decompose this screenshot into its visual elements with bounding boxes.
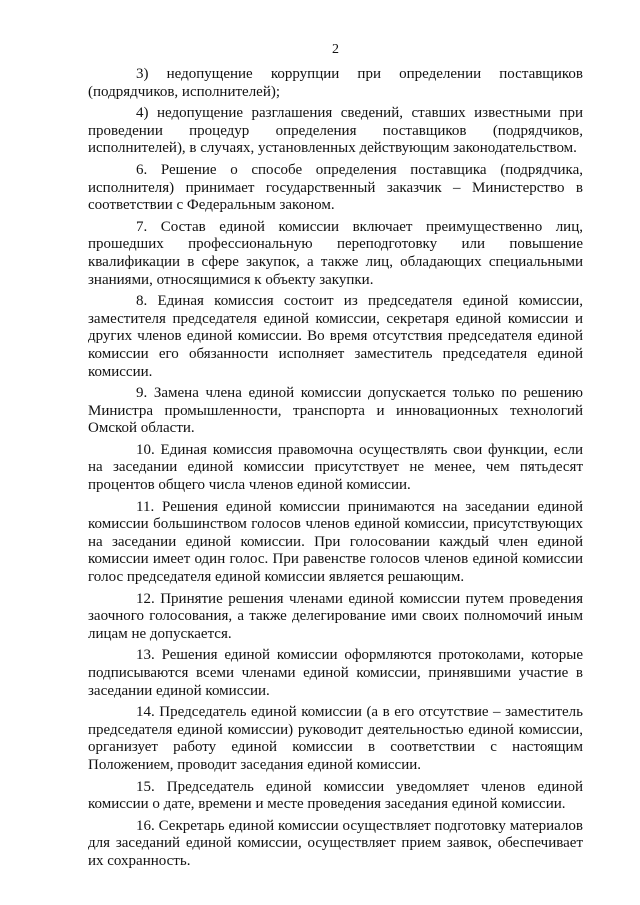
paragraph-clause-14: 14. Председатель единой комиссии (а в его отсутствие – заместитель председателя единой комиссии) руководит деятельностью единой комиссии, организует работу единой комиссии в соответствии с настоящим Положением, проводит заседания единой комиссии. [88, 704, 583, 773]
paragraph-item-3: 3) недопущение коррупции при определении поставщиков (подрядчиков, исполнителей); [88, 66, 583, 100]
paragraph-clause-6: 6. Решение о способе определения поставщика (подрядчика, исполнителя) принимает государственный заказчик – Министерство в соответствии с Федеральным законом. [88, 161, 583, 214]
paragraph-clause-16: 16. Секретарь единой комиссии осуществляет подготовку материалов для заседаний единой комиссии, осуществляет прием заявок, обеспечивает их сохранность. [88, 817, 583, 869]
paragraph-clause-12: 12. Принятие решения членами единой комиссии путем проведения заочного голосования, а также делегирование ими своих полномочий иным лицам не допускается. [88, 590, 583, 642]
paragraph-clause-9: 9. Замена члена единой комиссии допускается только по решению Министра промышленности, транспорта и инновационных технологий Омской области. [88, 385, 583, 437]
paragraph-clause-13: 13. Решения единой комиссии оформляются протоколами, которые подписываются всеми членами единой комиссии, принявшими участие в заседании единой комиссии. [88, 647, 583, 699]
paragraph-clause-10: 10. Единая комиссия правомочна осуществлять свои функции, если на заседании единой комиссии присутствует не менее, чем пятьдесят процентов общего числа членов единой комиссии. [88, 441, 583, 494]
paragraph-clause-7: 7. Состав единой комиссии включает преимущественно лиц, прошедших профессиональную переподготовку или повышение квалификации в сфере закупок, а также лиц, обладающих специальными знаниями, относящимися к объекту закупки. [88, 218, 583, 288]
paragraph-clause-15: 15. Председатель единой комиссии уведомляет членов единой комиссии о дате, времени и месте проведения заседания единой комиссии. [88, 778, 583, 813]
paragraph-item-4: 4) недопущение разглашения сведений, ставших известными при проведении процедур определения поставщиков (подрядчиков, исполнителей), в случаях, установленных действующим законодательством. [88, 105, 583, 157]
paragraph-clause-11: 11. Решения единой комиссии принимаются на заседании единой комиссии большинством голосов членов единой комиссии, присутствующих на заседании единой комиссии. При голосовании каждый член единой комиссии имеет один голос. При равенстве голосов членов единой комиссии голос председателя единой комиссии является решающим. [88, 498, 583, 586]
paragraph-clause-8: 8. Единая комиссия состоит из председателя единой комиссии, заместителя председателя единой комиссии, секретаря единой комиссии и других членов единой комиссии. Во время отсутствия председателя единой комиссии его обязанности исполняет заместитель председателя единой комиссии. [88, 293, 583, 380]
page-number: 2 [332, 42, 339, 57]
